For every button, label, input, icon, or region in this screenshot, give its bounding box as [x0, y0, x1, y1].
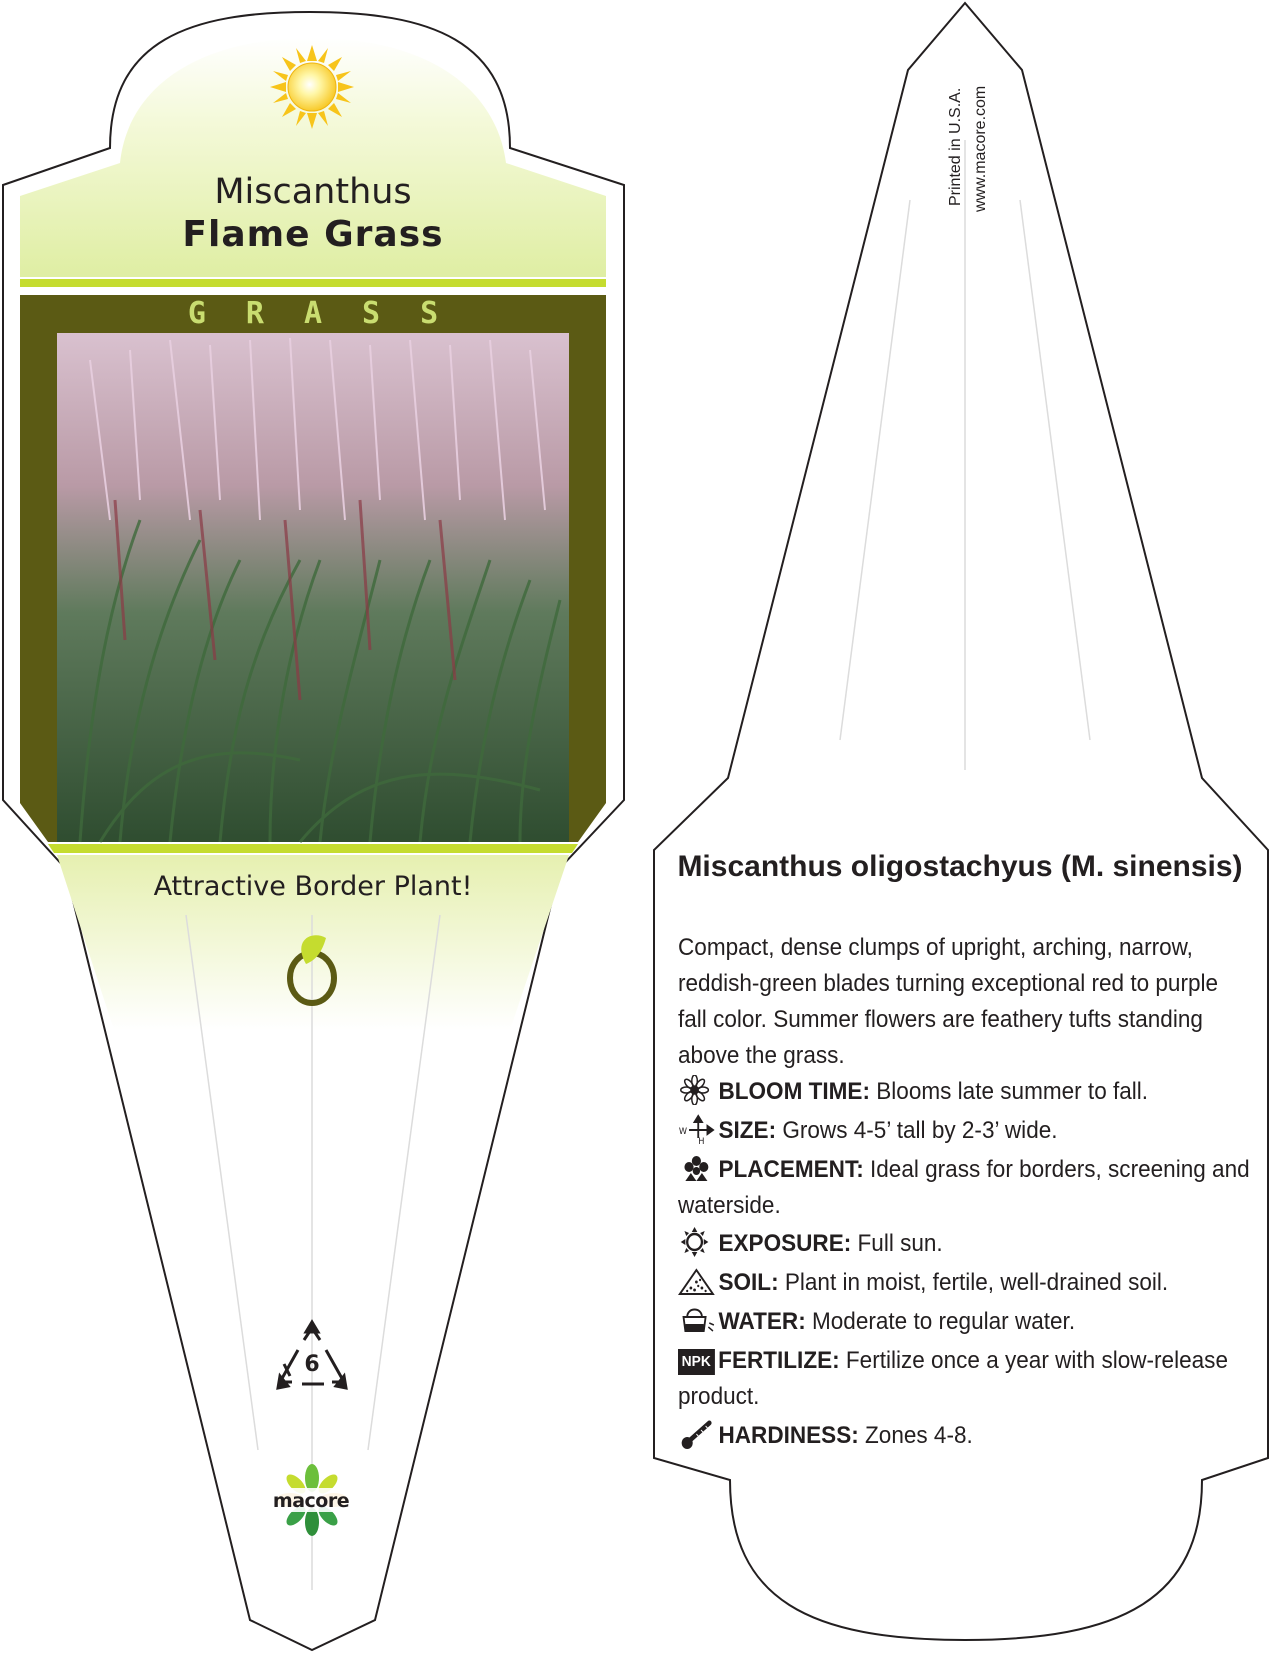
flower-icon [678, 1075, 715, 1105]
attr-text: Blooms late summer to fall. [869, 1078, 1149, 1105]
soil-icon [678, 1266, 715, 1296]
attr-text: Fertilize once a year with slow-release product. [678, 1347, 1228, 1410]
description: Compact, dense clumps of upright, arching, narrow, reddish-green blades turning exceptional red to purple fall color. Summer flowers are feathery tufts standing above the grass. [678, 934, 1219, 1069]
sun-icon [678, 1227, 715, 1257]
attr-text: Ideal grass for borders, screening and waterside. [678, 1156, 1250, 1219]
attr-label: HARDINESS: [718, 1422, 859, 1449]
attr-text: Grows 4-5’ tall by 2-3’ wide. [776, 1117, 1058, 1144]
attr-water [678, 1304, 1253, 1340]
attr-hardiness [678, 1418, 1253, 1454]
attr-placement [678, 1152, 1253, 1224]
attr-label: EXPOSURE: [718, 1230, 852, 1257]
npk-icon: NPK [678, 1349, 714, 1375]
attr-label: SOIL: [718, 1269, 779, 1296]
svg-text:H: H [698, 1136, 705, 1144]
attr-text: Plant in moist, fertile, well-drained soil. [778, 1269, 1169, 1296]
category-label: GRASS [187, 296, 479, 331]
attr-bloom-time [678, 1074, 1253, 1110]
size-arrows-icon [678, 1114, 715, 1144]
attr-exposure [678, 1226, 1253, 1262]
attr-soil [678, 1265, 1253, 1301]
attr-label: FERTILIZE: [718, 1347, 840, 1374]
attr-text: Moderate to regular water. [805, 1308, 1076, 1335]
sun-icon [270, 45, 354, 129]
tagline: Attractive Border Plant! [153, 871, 473, 902]
printed-in: Printed in U.S.A. [947, 87, 964, 206]
attr-label: BLOOM TIME: [718, 1078, 870, 1105]
svg-text:W: W [678, 1126, 688, 1138]
header-rule [20, 279, 606, 287]
brand-name: macore [272, 1490, 350, 1512]
attr-text: Zones 4-8. [858, 1422, 973, 1449]
attr-label: PLACEMENT: [718, 1156, 864, 1183]
attr-size [678, 1113, 1253, 1149]
attr-fertilize [678, 1343, 1253, 1415]
scientific-name: Miscanthus oligostachyus (M. sinensis) [677, 850, 1243, 883]
attr-label: WATER: [718, 1308, 806, 1335]
placement-icon [678, 1153, 715, 1183]
website: www.macore.com [972, 85, 989, 212]
attr-text: Full sun. [851, 1230, 943, 1257]
thermometer-icon [678, 1419, 715, 1449]
photo-bottom-rule [48, 844, 578, 853]
attr-label: SIZE: [718, 1117, 777, 1144]
common-name-genus: Miscanthus [214, 172, 412, 212]
recycle-code: 6 [304, 1352, 320, 1377]
watering-can-icon [678, 1305, 715, 1335]
common-name: Flame Grass [182, 214, 444, 255]
